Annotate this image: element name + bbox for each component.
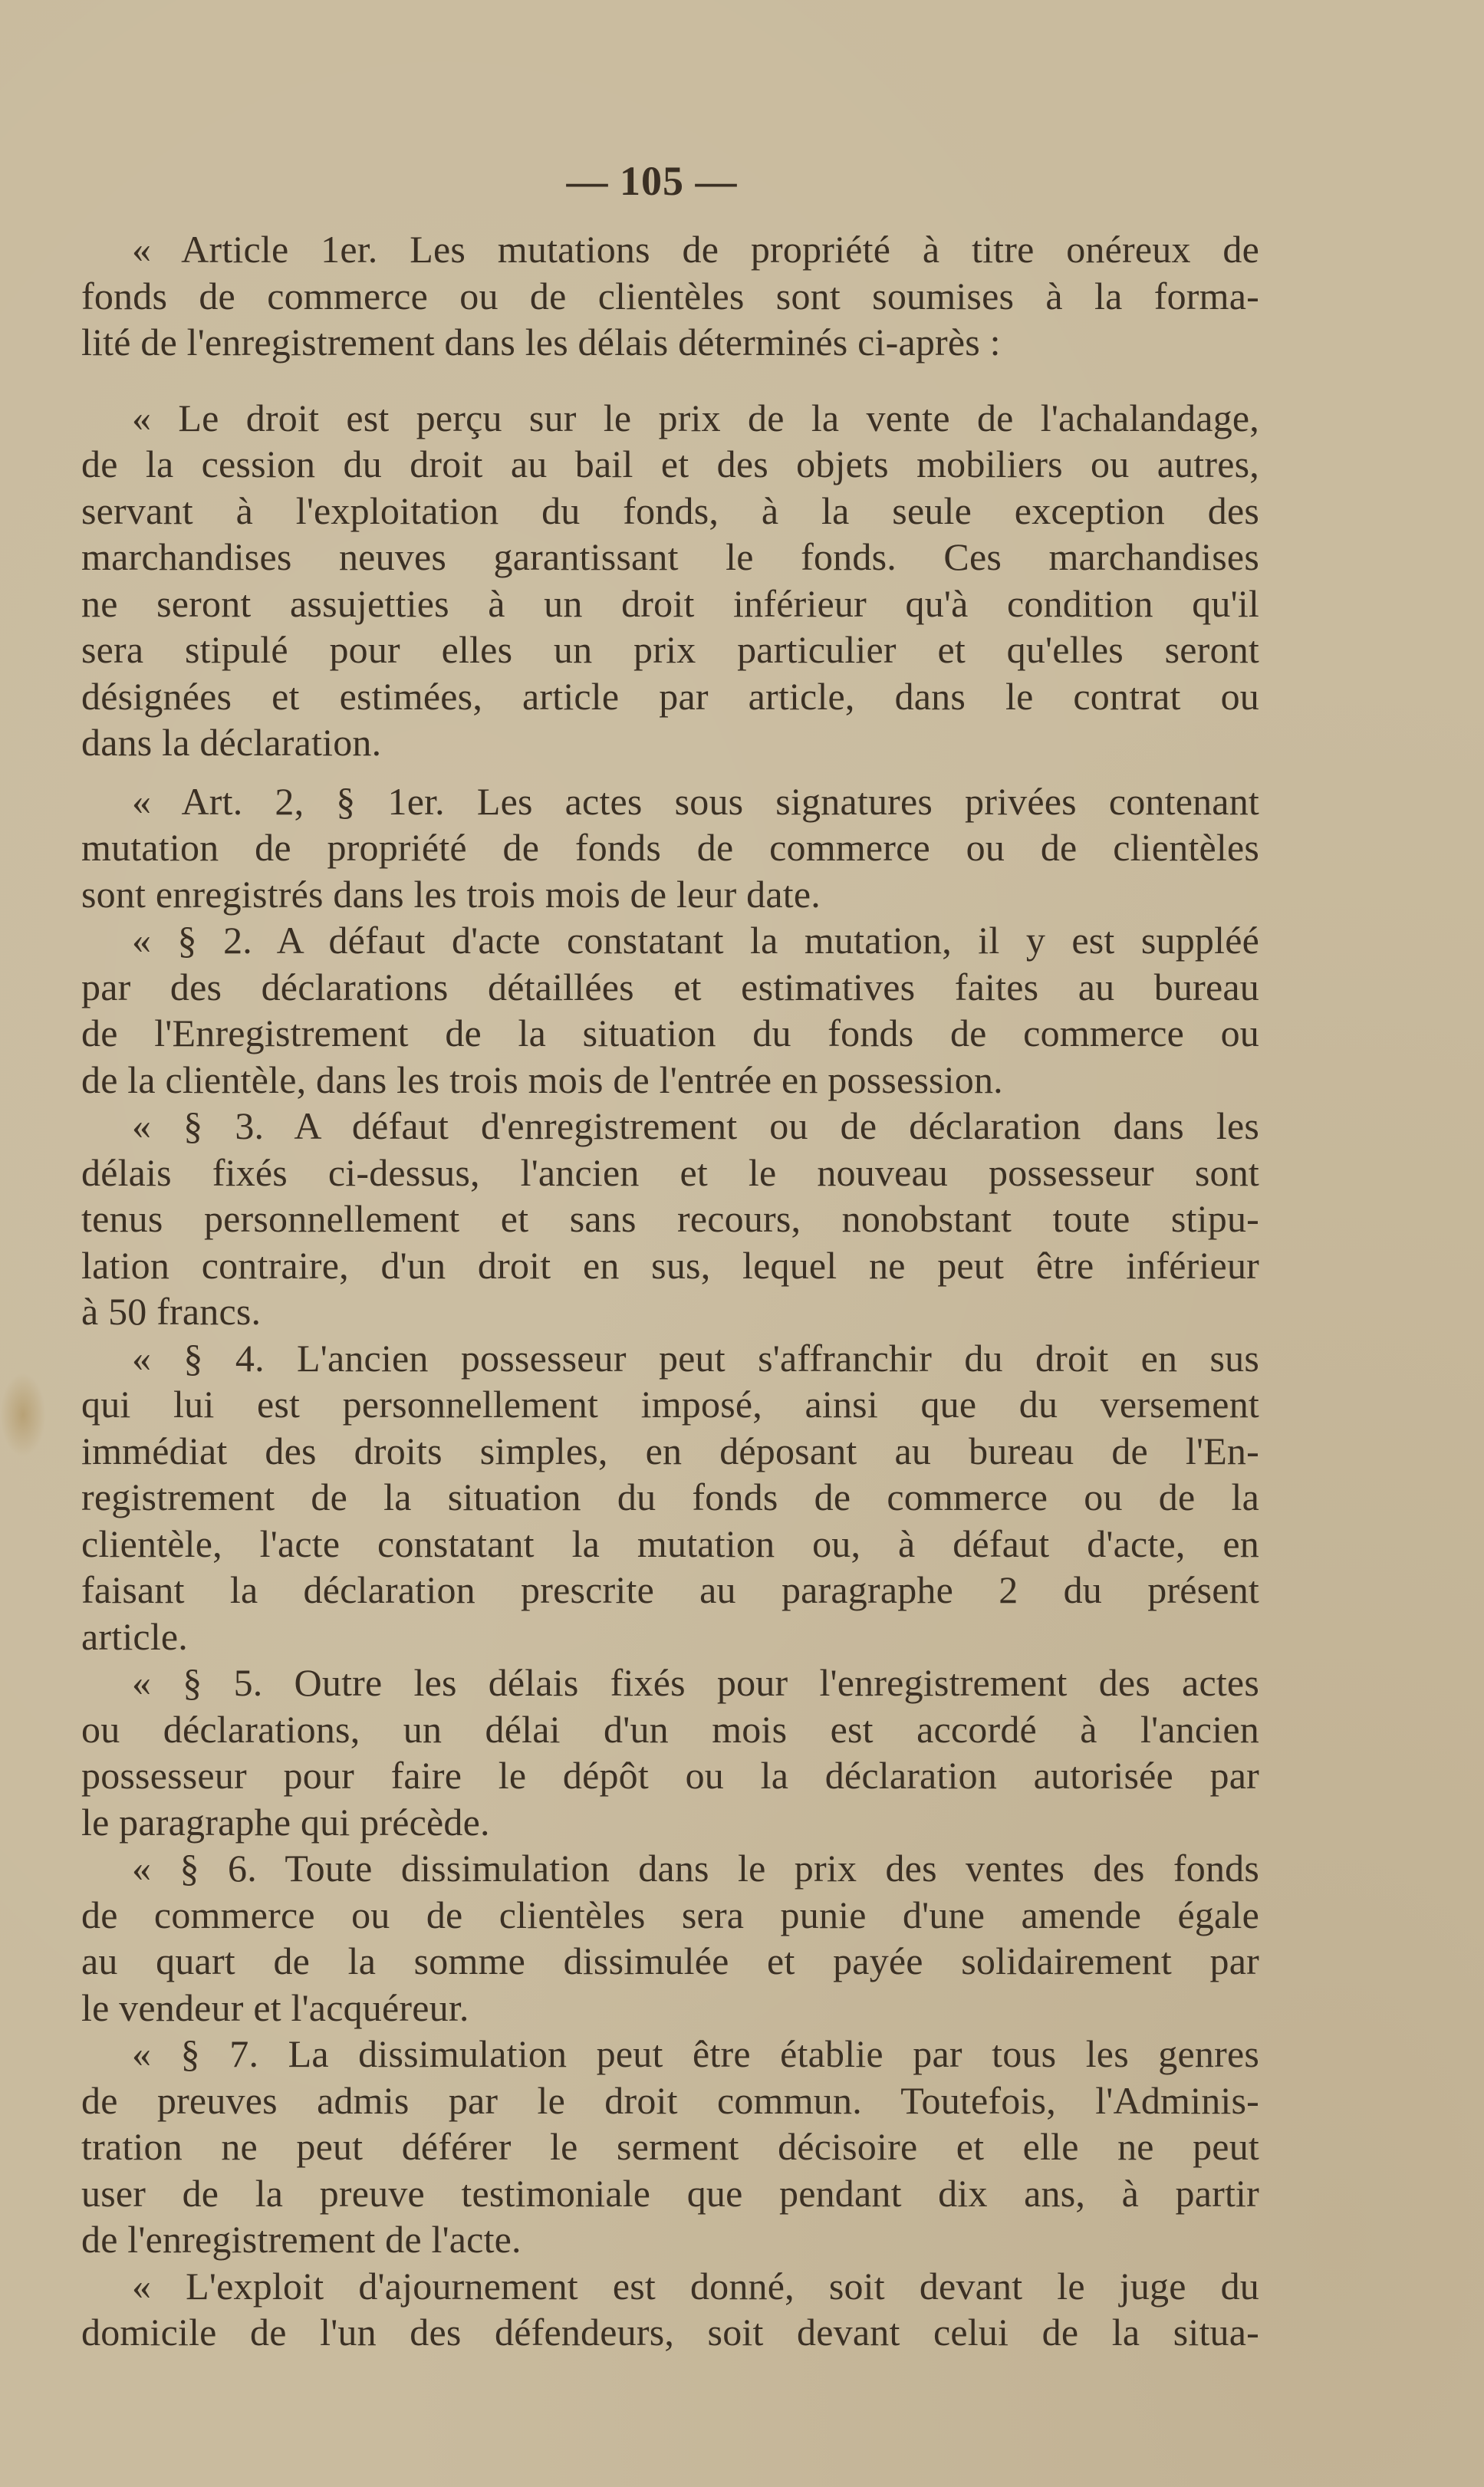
text-line: servant à l'exploitation du fonds, à la seule exception des (81, 489, 1259, 532)
text-line: qui lui est personnellement imposé, ainsi que du versement (81, 1383, 1259, 1426)
text-line: le vendeur et l'acquéreur. (81, 1985, 469, 2029)
text-line: « § 6. Toute dissimulation dans le prix des ventes des fonds (132, 1847, 1259, 1890)
text-line: de la cession du droit au bail et des objets mobiliers ou autres, (81, 442, 1259, 485)
text-line: « Le droit est perçu sur le prix de la vente de l'achalandage, (132, 396, 1259, 439)
text-line: mutation de propriété de fonds de commerce ou de clientèles (81, 826, 1259, 869)
paragraph (81, 1335, 1259, 1660)
text-line: faisant la déclaration prescrite au paragraphe 2 du présent (81, 1568, 1259, 1611)
text-line: ne seront assujetties à un droit inférieur qu'à condition qu'il (81, 581, 1259, 625)
paragraph (81, 778, 1259, 918)
paragraph (81, 1103, 1259, 1335)
body-text (81, 226, 1259, 2356)
text-line: lité de l'enregistrement dans les délais déterminés ci-après : (81, 321, 1001, 364)
text-line: sont enregistrés dans les trois mois de leur date. (81, 872, 821, 916)
text-line: de commerce ou de clientèles sera punie d'une amende égale (81, 1893, 1259, 1936)
text-line: « § 2. A défaut d'acte constatant la mutation, il y est suppléé (132, 919, 1259, 962)
text-line: tration ne peut déférer le serment décisoire et elle ne peut (81, 2125, 1259, 2168)
paper-stain (0, 1373, 46, 1457)
text-line: de la clientèle, dans les trois mois de l'entrée en possession. (81, 1058, 1003, 1101)
text-line: au quart de la somme dissimulée et payée solidairement par (81, 1939, 1259, 1982)
paragraph (81, 1660, 1259, 1845)
page-number: — 105 — (566, 158, 738, 204)
text-line: immédiat des droits simples, en déposant au bureau de l'En- (81, 1429, 1259, 1472)
text-line: fonds de commerce ou de clientèles sont soumises à la forma- (81, 274, 1259, 317)
text-line: à 50 francs. (81, 1290, 262, 1333)
text-line: le paragraphe qui précède. (81, 1800, 490, 1844)
text-line: article. (81, 1614, 189, 1658)
text-line: marchandises neuves garantissant le fonds. Ces marchandises (81, 535, 1259, 578)
text-line: possesseur pour faire le dépôt ou la déclaration autorisée par (81, 1754, 1259, 1797)
text-line: clientèle, l'acte constatant la mutation ou, à défaut d'acte, en (81, 1521, 1259, 1565)
paragraph (81, 226, 1259, 366)
paragraph (81, 2263, 1259, 2356)
text-line: « § 7. La dissimulation peut être établie par tous les genres (132, 2032, 1259, 2075)
text-line: « Article 1er. Les mutations de propriété à titre onéreux de (132, 228, 1259, 271)
text-line: tenus personnellement et sans recours, nonobstant toute stipu- (81, 1197, 1259, 1240)
text-line: de l'enregistrement de l'acte. (81, 2218, 522, 2261)
paragraph (81, 2031, 1259, 2263)
paragraph (81, 917, 1259, 1103)
text-line: « § 5. Outre les délais fixés pour l'enregistrement des actes (132, 1661, 1259, 1704)
paragraph (81, 395, 1259, 766)
paragraph (81, 1845, 1259, 2031)
text-line: lation contraire, d'un droit en sus, lequel ne peut être inférieur (81, 1243, 1259, 1287)
text-line: par des déclarations détaillées et estimatives faites au bureau (81, 965, 1259, 1008)
text-line: « § 3. A défaut d'enregistrement ou de déclaration dans les (132, 1104, 1259, 1147)
text-line: « L'exploit d'ajournement est donné, soit devant le juge du (132, 2264, 1259, 2308)
text-line: « § 4. L'ancien possesseur peut s'affranchir du droit en sus (132, 1336, 1259, 1380)
text-line: « Art. 2, § 1er. Les actes sous signatures privées contenant (132, 779, 1259, 823)
text-line: délais fixés ci-dessus, l'ancien et le nouveau possesseur sont (81, 1150, 1259, 1194)
text-line: de l'Enregistrement de la situation du fonds de commerce ou (81, 1012, 1259, 1054)
text-line: domicile de l'un des défendeurs, soit devant celui de la situa- (81, 2311, 1259, 2354)
text-line: sera stipulé pour elles un prix particulier et qu'elles seront (81, 628, 1259, 671)
text-line: désignées et estimées, article par article, dans le contrat ou (81, 674, 1259, 718)
text-line: registrement de la situation du fonds de commerce ou de la (81, 1475, 1259, 1518)
text-line: user de la preuve testimoniale que pendant dix ans, à partir (81, 2171, 1259, 2215)
text-line: de preuves admis par le droit commun. Toutefois, l'Adminis- (81, 2078, 1259, 2122)
text-line: dans la déclaration. (81, 721, 382, 764)
text-line: ou déclarations, un délai d'un mois est accordé à l'ancien (81, 1707, 1259, 1751)
